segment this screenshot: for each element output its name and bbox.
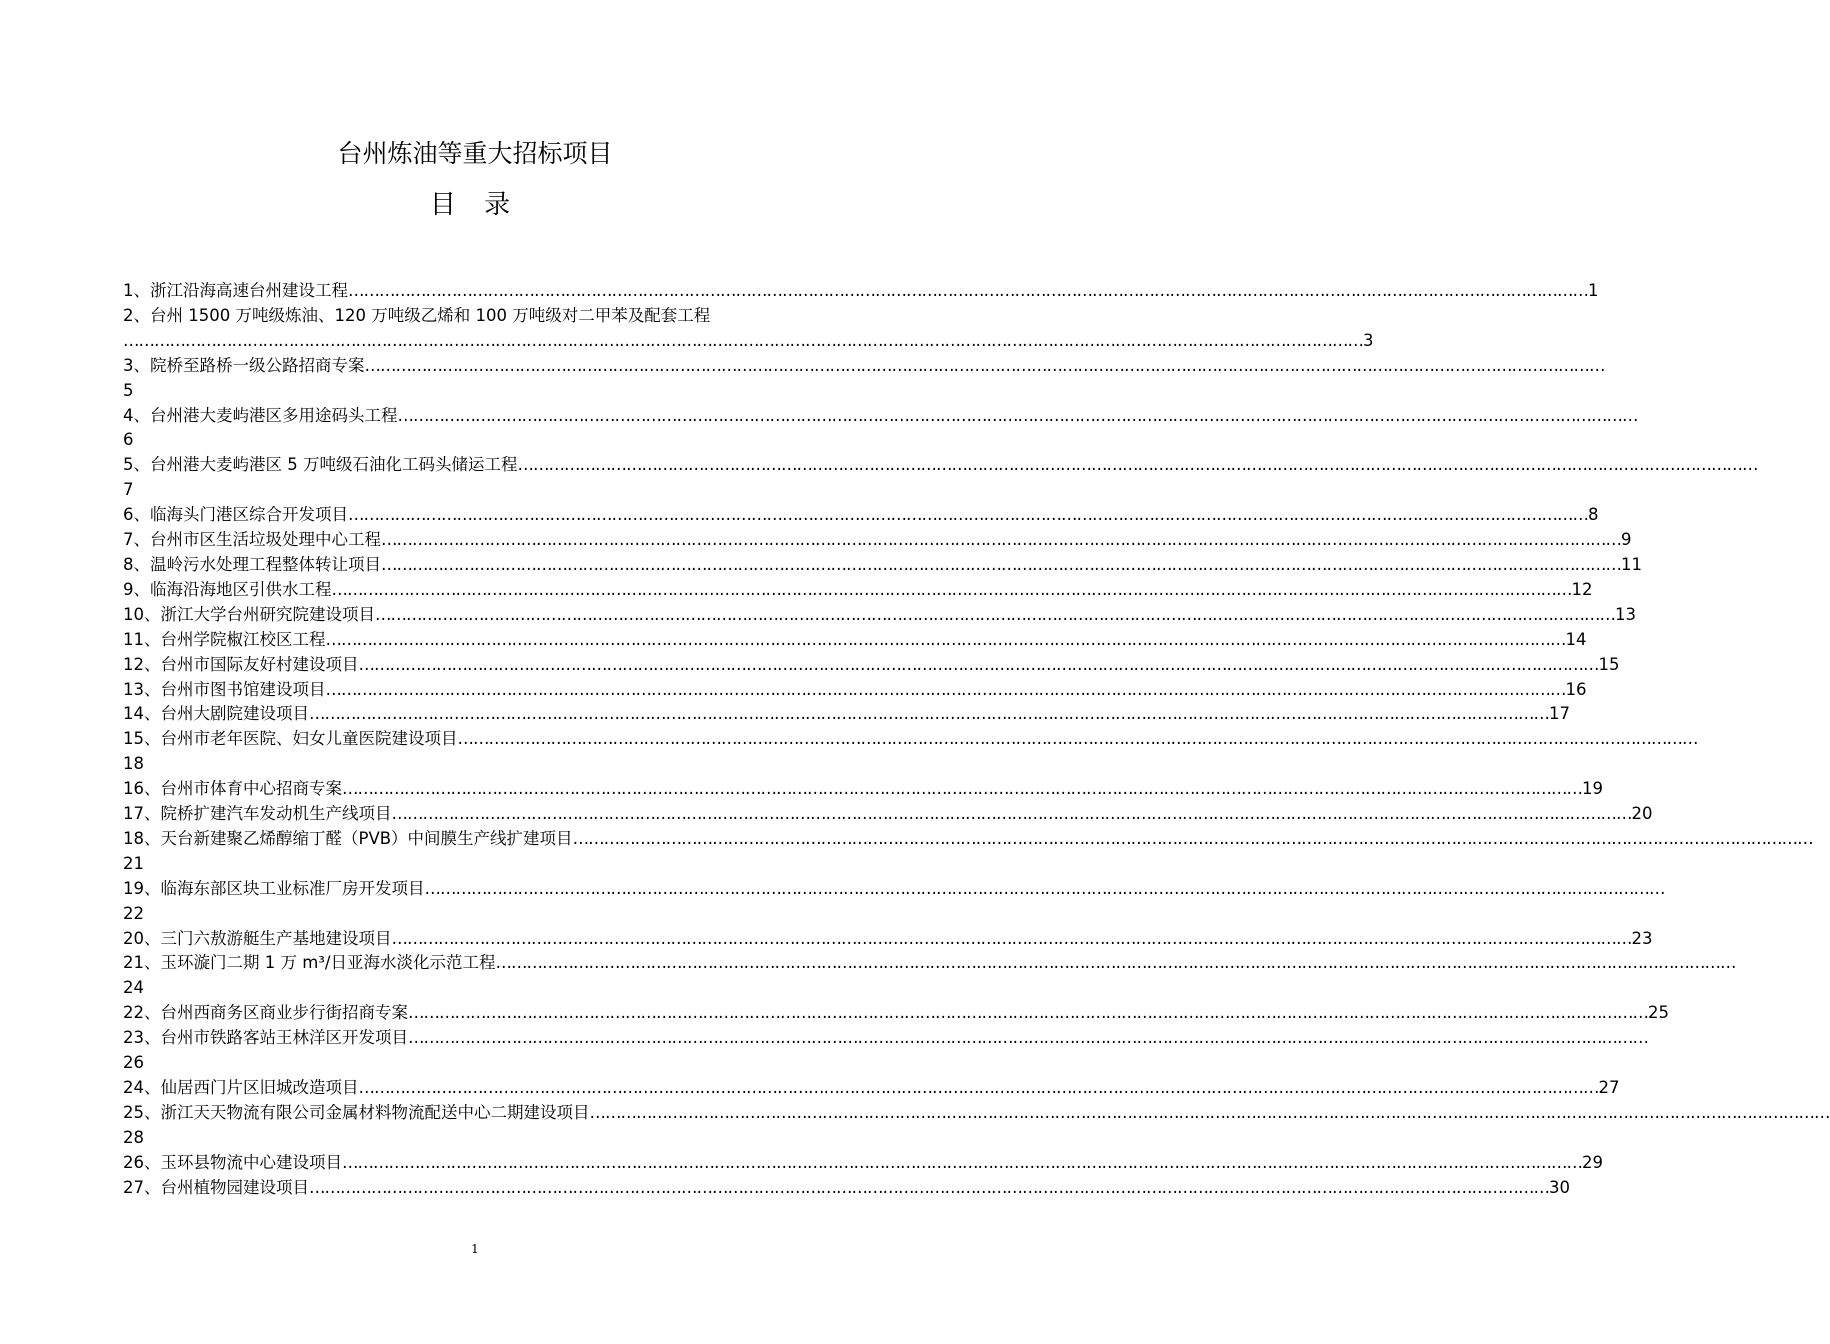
toc-entry[interactable] (123, 727, 1698, 777)
toc-entry-title: 17、院桥扩建汽车发动机生产线项目 (123, 804, 392, 824)
toc-entry[interactable] (123, 827, 1813, 877)
toc-entry-title: 16、台州市体育中心招商专案 (123, 779, 342, 799)
toc-entry[interactable] (123, 678, 1587, 703)
toc-entry[interactable] (123, 877, 1665, 927)
toc-entry[interactable] (123, 1176, 1570, 1201)
toc-leader-dots: …………………………………………………………………………………………………………………………………………………………………………………………………………………… (309, 704, 1549, 724)
toc-leader-dots: …………………………………………………………………………………………………………………………………………………………………………………………………………………… (397, 405, 1638, 425)
toc-page-number: 12 (1571, 579, 1593, 599)
table-of-contents (123, 279, 1830, 1201)
toc-entry-title: 11、台州学院椒江校区工程 (123, 629, 326, 649)
toc-leader-dots: …………………………………………………………………………………………………………………………………………………………………………………………………………………… (381, 554, 1621, 574)
toc-entry-title: 26、玉环县物流中心建设项目 (123, 1152, 342, 1172)
toc-leader-dots: …………………………………………………………………………………………………………………………………………………………………………………………………………………… (517, 455, 1758, 475)
toc-leader-dots: …………………………………………………………………………………………………………………………………………………………………………………………………………………… (408, 1003, 1648, 1023)
toc-page-number: 11 (1621, 554, 1642, 574)
toc-page-number: 9 (1621, 530, 1632, 550)
toc-leader-dots: …………………………………………………………………………………………………………………………………………………………………………………………………………………… (123, 330, 1363, 350)
toc-entry[interactable] (123, 553, 1642, 578)
toc-page-number: 20 (1631, 804, 1653, 824)
toc-leader-dots: …………………………………………………………………………………………………………………………………………………………………………………………………………………… (358, 1078, 1599, 1097)
toc-entry-title: 27、台州植物园建设项目 (123, 1177, 309, 1197)
toc-page-number: 13 (1615, 604, 1636, 624)
toc-page-number: 28 (123, 1127, 144, 1147)
toc-entry[interactable] (123, 1026, 1648, 1076)
toc-page-number: 29 (1582, 1152, 1603, 1172)
toc-entry[interactable] (123, 927, 1653, 952)
toc-entry-title: 8、温岭污水处理工程整体转让项目 (123, 554, 381, 574)
toc-page-number: 19 (1582, 779, 1603, 799)
toc-entry-title: 25、浙江天天物流有限公司金属材料物流配送中心二期建设项目 (123, 1102, 590, 1122)
toc-page-number: 22 (123, 903, 144, 923)
toc-entry-title: 5、台州港大麦屿港区 5 万吨级石油化工码头储运工程 (123, 455, 518, 475)
toc-leader-dots: …………………………………………………………………………………………………………………………………………………………………………………………………………………… (309, 1177, 1549, 1197)
toc-entry[interactable] (123, 653, 1620, 678)
toc-leader-dots: …………………………………………………………………………………………………………………………………………………………………………………………………………………… (381, 530, 1621, 550)
toc-page-number: 6 (123, 430, 134, 450)
toc-page-number: 17 (1549, 704, 1570, 724)
toc-leader-dots: …………………………………………………………………………………………………………………………………………………………………………………………………………………… (364, 355, 1605, 375)
toc-entry-title: 14、台州大剧院建设项目 (123, 704, 309, 724)
toc-leader-dots: …………………………………………………………………………………………………………………………………………………………………………………………………………………… (348, 281, 1588, 300)
toc-leader-dots: …………………………………………………………………………………………………………………………………………………………………………………………………………………… (348, 505, 1588, 525)
toc-leader-dots: …………………………………………………………………………………………………………………………………………………………………………………………………………………… (391, 804, 1632, 824)
toc-entry[interactable] (123, 1101, 1830, 1151)
toc-entry[interactable] (123, 702, 1570, 727)
toc-leader-dots: …………………………………………………………………………………………………………………………………………………………………………………………………………………… (424, 878, 1665, 898)
toc-entry[interactable] (123, 304, 1374, 354)
toc-entry-title: 7、台州市区生活垃圾处理中心工程 (123, 530, 381, 550)
toc-entry-title: 12、台州市国际友好村建设项目 (123, 654, 359, 674)
toc-page-number: 18 (123, 754, 144, 774)
toc-entry-title: 4、台州港大麦屿港区多用途码头工程 (123, 405, 398, 425)
toc-entry[interactable] (123, 951, 1736, 1001)
toc-entry-title: 15、台州市老年医院、妇女儿童医院建设项目 (123, 729, 458, 749)
toc-entry[interactable] (123, 404, 1638, 454)
toc-page-number: 21 (123, 853, 144, 873)
page-number: 1 (471, 1242, 479, 1256)
toc-entry-title: 2、台州 1500 万吨级炼油、120 万吨级乙烯和 100 万吨级对二甲苯及配套工程 (123, 305, 711, 325)
toc-page-number: 15 (1598, 654, 1620, 674)
toc-entry[interactable] (123, 1076, 1620, 1101)
toc-page-number: 27 (1598, 1078, 1620, 1097)
toc-entry[interactable] (123, 528, 1632, 553)
toc-leader-dots: …………………………………………………………………………………………………………………………………………………………………………………………………………………… (572, 828, 1813, 848)
toc-leader-dots: …………………………………………………………………………………………………………………………………………………………………………………………………………………… (391, 928, 1632, 948)
toc-entry-title: 24、仙居西门片区旧城改造项目 (123, 1078, 359, 1097)
toc-entry-title: 22、台州西商务区商业步行街招商专案 (123, 1003, 408, 1023)
toc-page-number: 16 (1565, 679, 1587, 699)
toc-entry[interactable] (123, 279, 1599, 304)
toc-page-number: 7 (123, 480, 134, 500)
toc-leader-dots: …………………………………………………………………………………………………………………………………………………………………………………………………………………… (375, 604, 1615, 624)
toc-entry-title: 6、临海头门港区综合开发项目 (123, 505, 348, 525)
toc-heading: 目 录 (429, 190, 521, 220)
toc-leader-dots: …………………………………………………………………………………………………………………………………………………………………………………………………………………… (325, 629, 1566, 649)
toc-entry-title: 9、临海沿海地区引供水工程 (123, 579, 332, 599)
toc-page-number: 23 (1631, 928, 1653, 948)
toc-entry-title: 19、临海东部区块工业标准厂房开发项目 (123, 878, 425, 898)
toc-entry-title: 10、浙江大学台州研究院建设项目 (123, 604, 375, 624)
toc-entry[interactable] (123, 802, 1653, 827)
toc-leader-dots: …………………………………………………………………………………………………………………………………………………………………………………………………………………… (358, 654, 1599, 674)
toc-page-number: 14 (1565, 629, 1587, 649)
toc-entry[interactable] (123, 578, 1593, 603)
document-title: 台州炼油等重大招标项目 (337, 139, 613, 168)
toc-page-number: 25 (1648, 1003, 1669, 1023)
toc-entry[interactable] (123, 777, 1603, 802)
toc-entry-title: 18、天台新建聚乙烯醇缩丁醛（PVB）中间膜生产线扩建项目 (123, 828, 573, 848)
toc-page-number: 8 (1588, 505, 1599, 525)
toc-leader-dots: …………………………………………………………………………………………………………………………………………………………………………………………………………………… (342, 1152, 1582, 1172)
toc-entry[interactable] (123, 628, 1587, 653)
toc-page-number: 3 (1363, 330, 1374, 350)
toc-entry-title: 13、台州市图书馆建设项目 (123, 679, 326, 699)
toc-entry[interactable] (123, 354, 1605, 404)
toc-leader-dots: …………………………………………………………………………………………………………………………………………………………………………………………………………………… (325, 679, 1566, 699)
toc-entry[interactable] (123, 1001, 1669, 1026)
toc-leader-dots: …………………………………………………………………………………………………………………………………………………………………………………………………………………… (408, 1028, 1648, 1048)
toc-leader-dots: …………………………………………………………………………………………………………………………………………………………………………………………………………………… (589, 1102, 1830, 1122)
toc-entry[interactable] (123, 1151, 1603, 1176)
toc-leader-dots: …………………………………………………………………………………………………………………………………………………………………………………………………………………… (331, 579, 1572, 599)
toc-entry[interactable] (123, 603, 1636, 628)
toc-leader-dots: …………………………………………………………………………………………………………………………………………………………………………………………………………………… (495, 953, 1736, 973)
toc-entry-title: 1、浙江沿海高速台州建设工程 (123, 281, 348, 300)
toc-entry[interactable] (123, 503, 1599, 528)
toc-leader-dots: …………………………………………………………………………………………………………………………………………………………………………………………………………………… (342, 779, 1582, 799)
toc-entry-title: 23、台州市铁路客站王林洋区开发项目 (123, 1028, 408, 1048)
toc-page-number: 30 (1549, 1177, 1570, 1197)
toc-entry-title: 21、玉环漩门二期 1 万 m³/日亚海水淡化示范工程 (123, 953, 496, 973)
toc-page-number: 26 (123, 1053, 144, 1073)
toc-entry-title: 3、院桥至路桥一级公路招商专案 (123, 355, 365, 375)
toc-entry[interactable] (123, 453, 1758, 503)
toc-leader-dots: …………………………………………………………………………………………………………………………………………………………………………………………………………………… (457, 729, 1698, 749)
toc-entry-title: 20、三门六敖游艇生产基地建设项目 (123, 928, 392, 948)
toc-page-number: 24 (123, 978, 144, 998)
toc-page-number: 5 (123, 380, 134, 400)
toc-page-number: 1 (1588, 281, 1599, 300)
